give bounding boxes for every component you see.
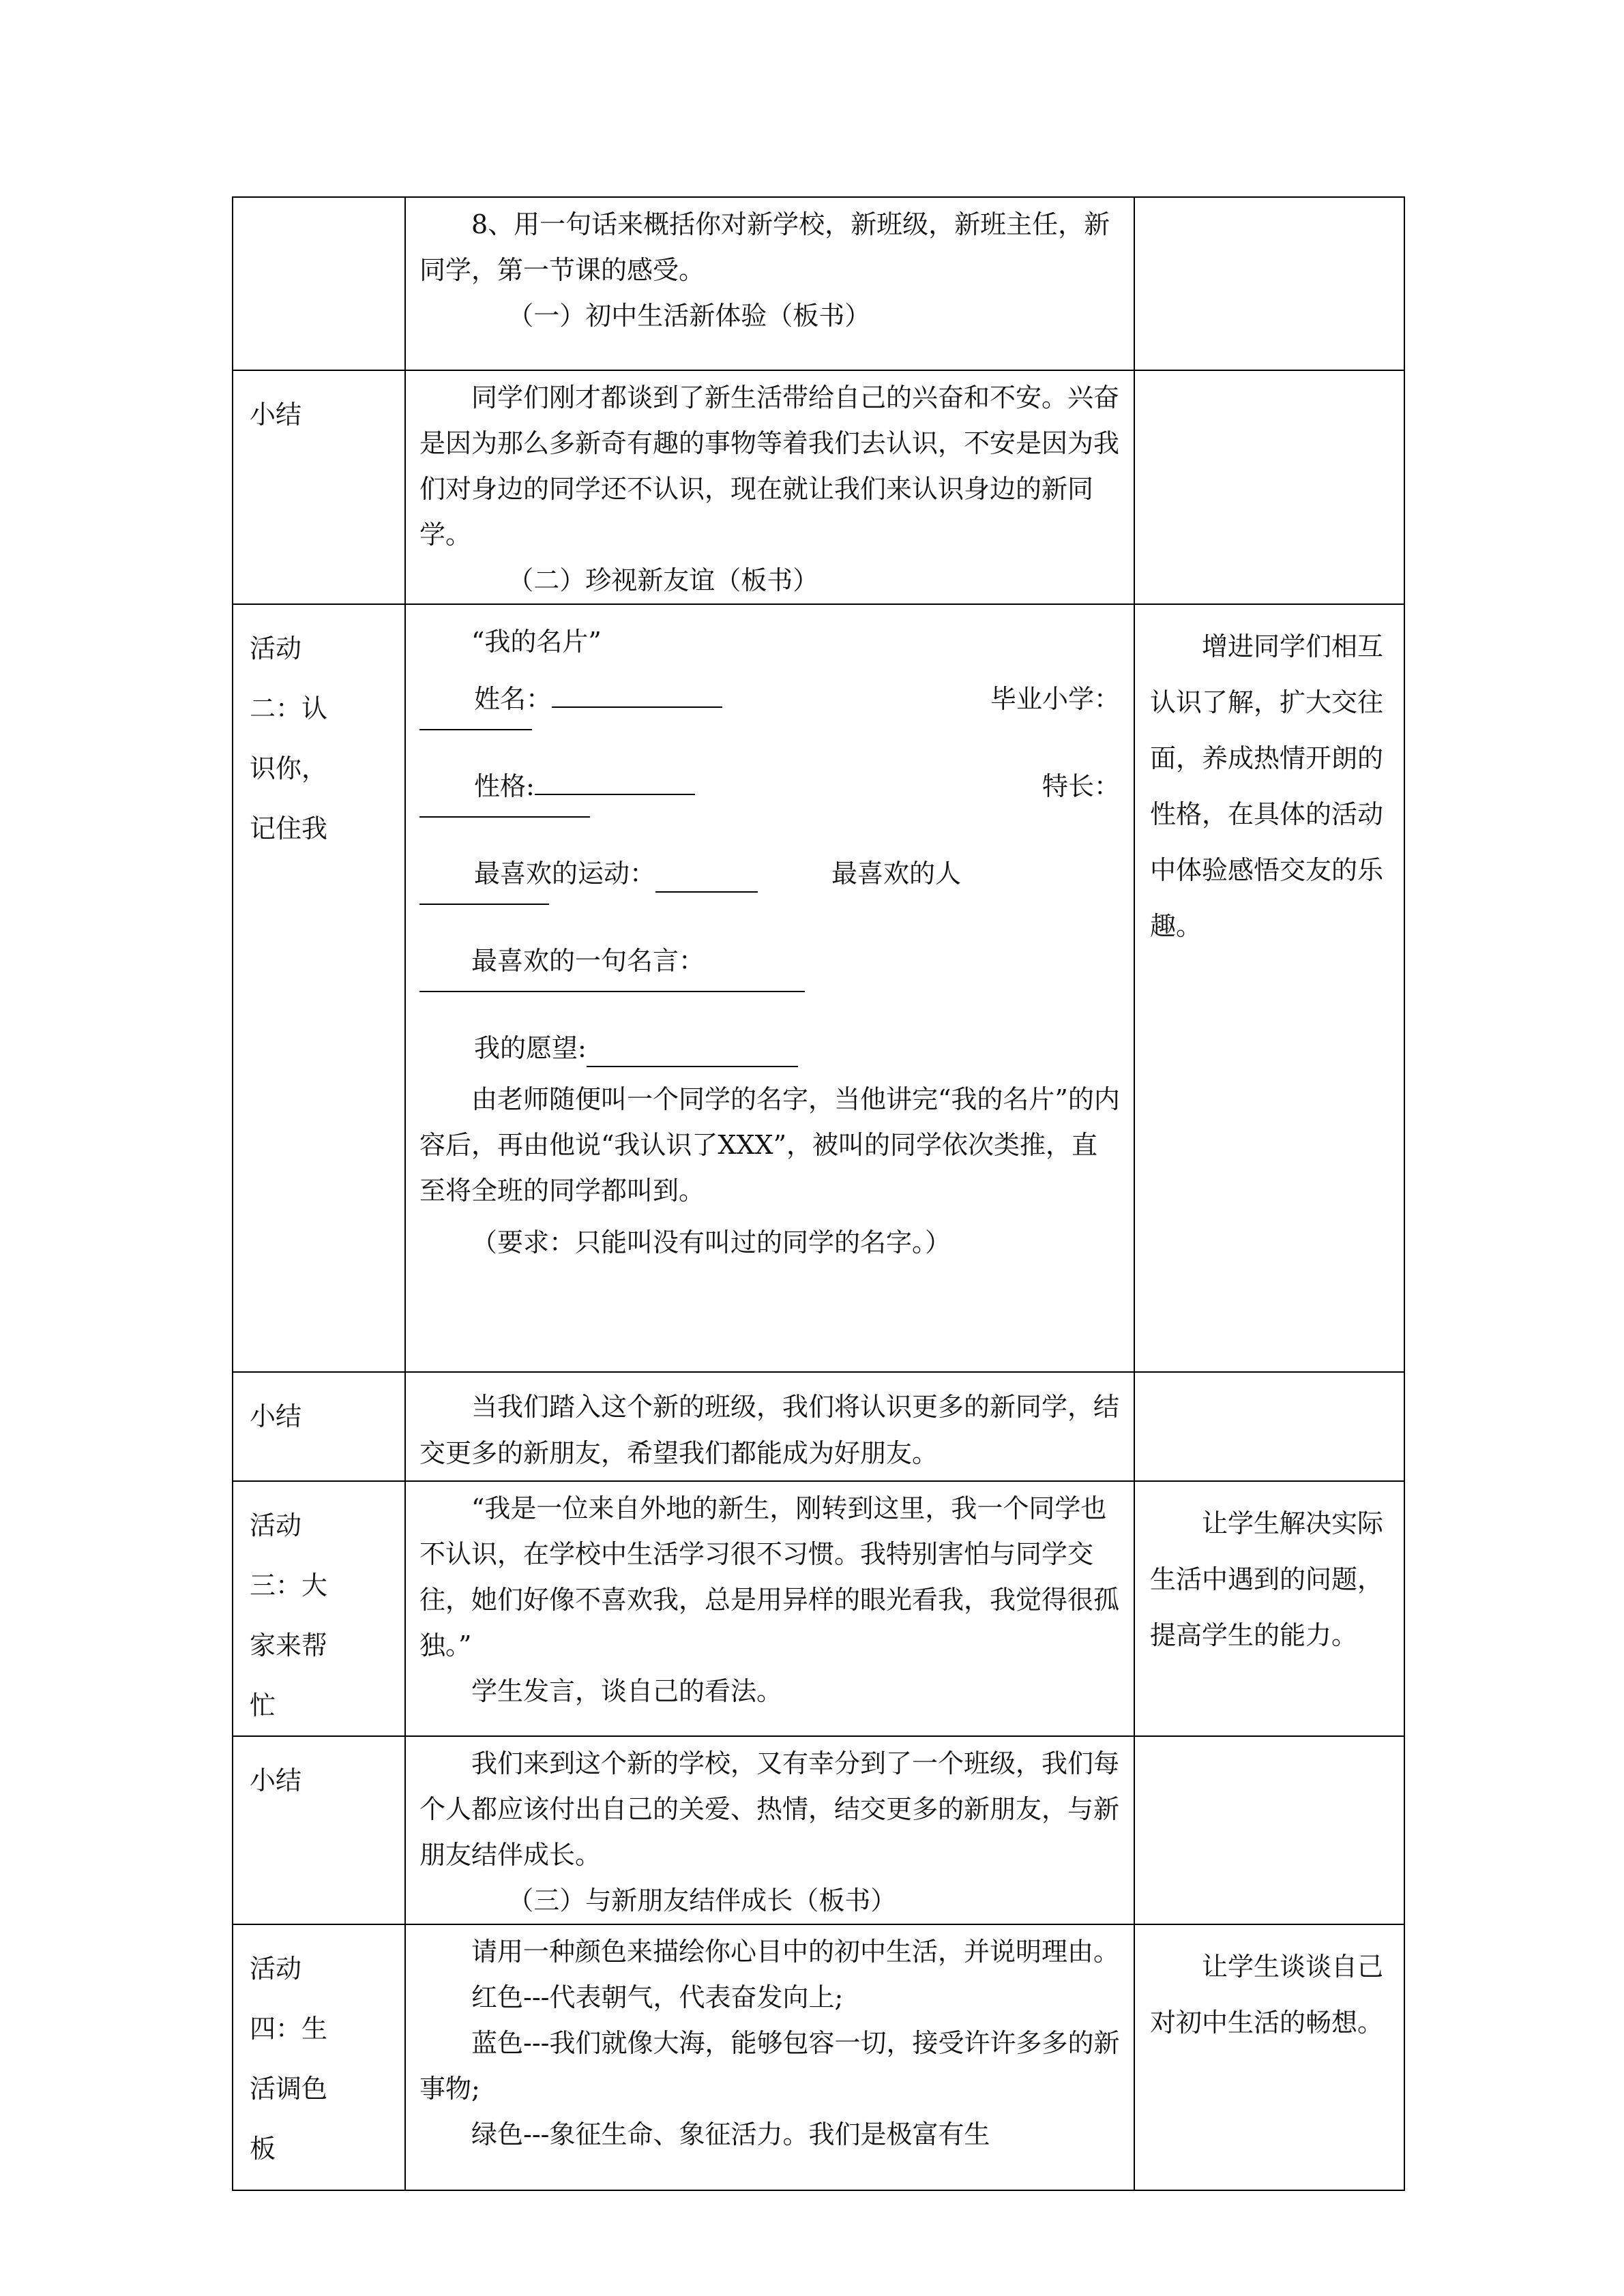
table-row	[233, 370, 1404, 604]
goal-cell	[1134, 1924, 1404, 2190]
board-heading: （三）与新朋友结伴成长（板书）	[507, 1885, 897, 1915]
content-paragraph: 8、用一句话来概括你对新学校，新班级，新班主任，新同学，第一节课的感受。	[419, 209, 1110, 285]
table-row	[233, 197, 1404, 370]
content-note: （要求：只能叫没有叫过的同学的名字。）	[471, 1227, 951, 1257]
content-paragraph: 当我们踏入这个新的班级，我们将认识更多的新同学，结交更多的新朋友，希望我们都能成为好朋友。	[419, 1392, 1120, 1468]
card-quote: 最喜欢的一句名言：	[471, 946, 705, 976]
goal-cell	[1134, 1372, 1404, 1481]
board-heading: （二）珍视新友谊（板书）	[507, 565, 819, 595]
blank-line	[419, 815, 590, 818]
content-cell	[405, 370, 1134, 604]
content-cell	[405, 1736, 1134, 1924]
content-cell	[405, 1372, 1134, 1481]
board-heading: （一）初中生活新体验（板书）	[507, 301, 871, 331]
content-paragraph: 红色---代表朝气，代表奋发向上;	[471, 1982, 844, 2012]
table-row	[233, 604, 1404, 1372]
table-row	[233, 1924, 1404, 2190]
card-wish-row: 我的愿望:	[419, 1019, 1120, 1077]
card-title: “我的名片”	[471, 627, 602, 657]
blank-line	[419, 728, 532, 730]
goal-text: 让学生解决实际生活中遇到的问题，提高学生的能力。	[1150, 1508, 1384, 1650]
card-personality-row: 性格: 特长：	[474, 771, 1120, 801]
goal-cell	[1134, 197, 1404, 370]
activity-cell: 活动四：生活调色板	[233, 1924, 405, 2190]
activity-cell: 小结	[233, 1736, 405, 1924]
blank-line	[419, 989, 805, 992]
content-cell	[405, 1924, 1134, 2190]
lesson-plan-table	[232, 196, 1405, 2191]
table-row	[233, 1372, 1404, 1481]
goal-cell	[1134, 1736, 1404, 1924]
content-paragraph: 绿色---象征生命、象征活力。我们是极富有生	[471, 2119, 990, 2149]
blank-line	[419, 902, 549, 905]
content-paragraph: 我们来到这个新的学校，又有幸分到了一个班级，我们每个人都应该付出自己的关爱、热情，结交更多的新朋友，与新朋友结伴成长。	[419, 1748, 1120, 1870]
goal-cell	[1134, 604, 1404, 1372]
table-row	[233, 1481, 1404, 1736]
goal-text: 让学生谈谈自己对初中生活的畅想。	[1150, 1952, 1384, 2038]
content-paragraph: 学生发言，谈自己的看法。	[471, 1676, 783, 1706]
content-paragraph: 蓝色---我们就像大海，能够包容一切，接受许许多多的新事物;	[419, 2028, 1120, 2104]
content-cell	[405, 197, 1134, 370]
content-paragraph: “我是一位来自外地的新生，刚转到这里，我一个同学也不认识，在学校中生活学习很不习惯。我特别害怕与同学交往，她们好像不喜欢我，总是用异样的眼光看我，我觉得很孤独。”	[419, 1493, 1120, 1660]
content-cell	[405, 1481, 1134, 1736]
goal-cell	[1134, 370, 1404, 604]
card-name-row: 姓名： 毕业小学：	[474, 684, 1120, 714]
activity-cell: 小结	[233, 1372, 405, 1481]
activity-cell: 活动三：大家来帮忙	[233, 1481, 405, 1736]
card-sport-row: 最喜欢的运动： 最喜欢的人	[419, 845, 1120, 902]
content-paragraph: 请用一种颜色来描绘你心目中的初中生活，并说明理由。	[471, 1937, 1120, 1967]
content-cell	[405, 604, 1134, 1372]
activity-cell	[233, 197, 405, 370]
goal-cell	[1134, 1481, 1404, 1736]
content-paragraph: 同学们刚才都谈到了新生活带给自己的兴奋和不安。兴奋是因为那么多新奇有趣的事物等着我们去认识，不安是因为我们对身边的同学还不认识，现在就让我们来认识身边的新同学。	[419, 383, 1120, 550]
table-row	[233, 1736, 1404, 1924]
goal-text: 增进同学们相互认识了解，扩大交往面，养成热情开朗的性格，在具体的活动中体验感悟交友的乐趣。	[1150, 631, 1384, 941]
activity-cell: 小结	[233, 370, 405, 604]
activity-cell: 活动二：认识你，记住我	[233, 604, 405, 1372]
content-paragraph: 由老师随便叫一个同学的名字，当他讲完“我的名片”的内容后，再由他说“我认识了XXX”，被叫的同学依次类推，直至将全班的同学都叫到。	[419, 1084, 1120, 1206]
